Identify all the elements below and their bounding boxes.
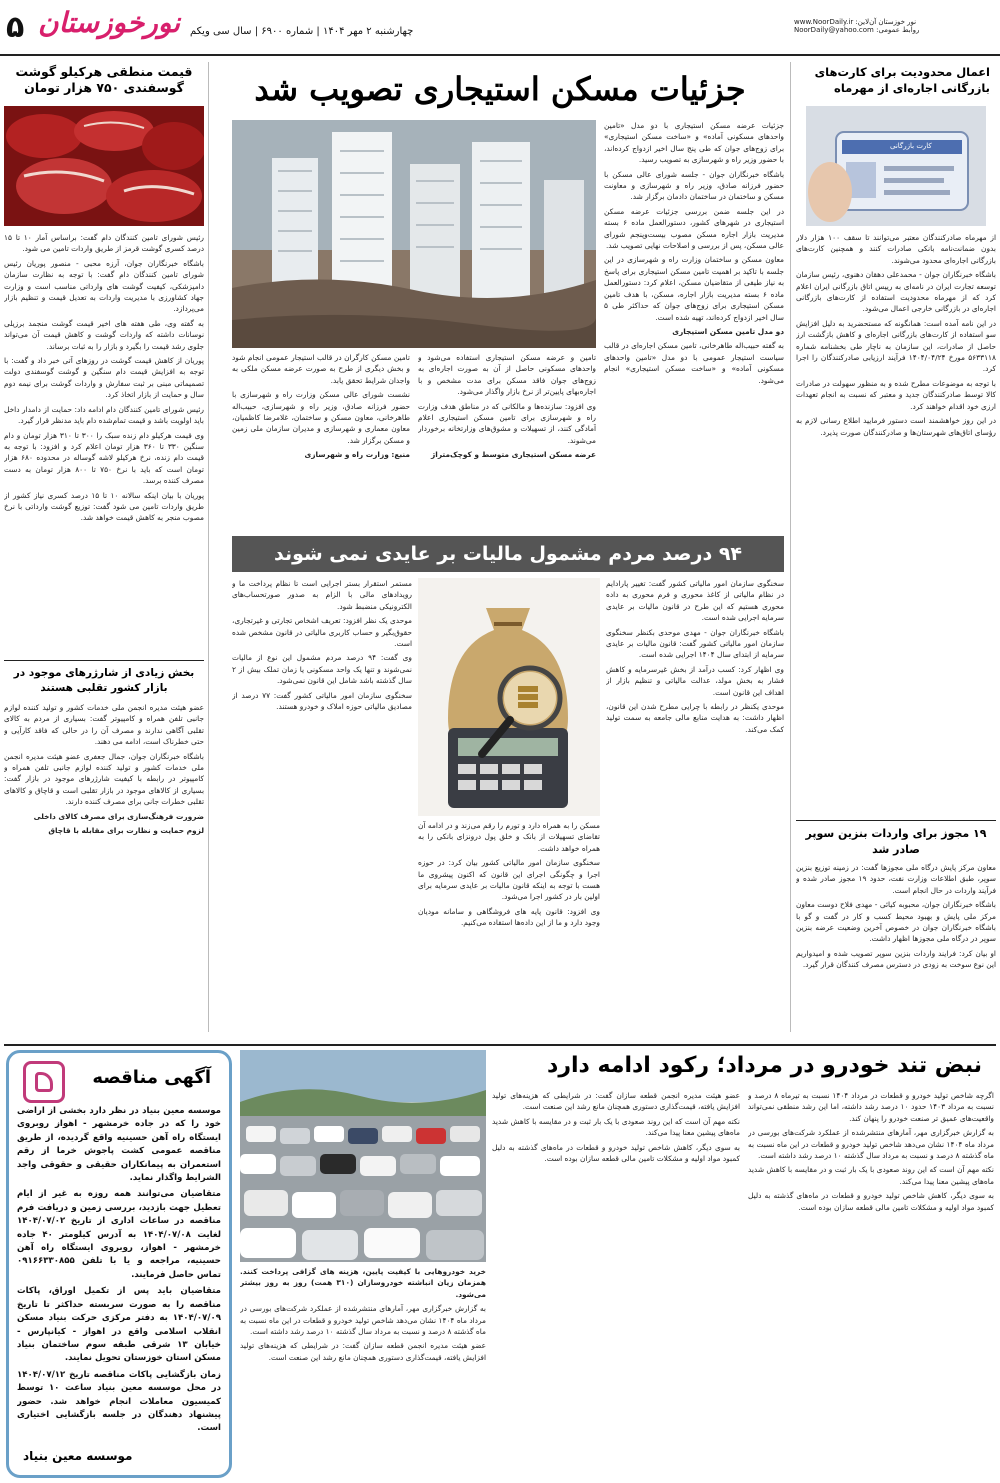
- housing-body-right: [604, 120, 784, 528]
- cards-body: [796, 232, 996, 788]
- paragraph: معاون مسکن و ساختمان وزارت راه و شهرسازی در این جلسه با تاکید بر اهمیت تامین مسکن استیجاری برای پاسخ به نیاز طیفی از متقاضیان مسکن، اعلام کرد: دستورالعمل ماده ۶ بسته مدیریت بازار اجاره، مسکن، با هدف تامین مسکن استیجاری برای زوج‌های جوان که حداکثر طی ۵ سال اخیر ازدواج کرده‌اند، تهیه شده است.: [604, 255, 784, 322]
- paragraph: زمان بازگشایی پاکات مناقصه تاریخ ۱۴۰۴/۰۷/۱۲ در محل موسسه معین بنیاد ساعت ۱۰ توسط کمیسیون معاملات انجام خواهد شد. حضور پیشنهاد دهندگان در جلسه بازگشایی اختیاری است.: [17, 1369, 221, 1434]
- tender-title: آگهی مناقصه: [92, 1067, 211, 1088]
- site-line-2[interactable]: NoorDaily@yahoo.com :روابط عمومی: [794, 26, 920, 34]
- meat-headline: قیمت منطقی هرکیلو گوشت گوسفندی ۷۵۰ هزار تومان: [15, 64, 193, 95]
- charger-headline: بخش زیادی از شارژرهای موجود در بازار کشور تقلبی هستند: [13, 667, 195, 694]
- page-number: ۵: [6, 10, 25, 45]
- divider: [4, 660, 204, 661]
- paragraph: رئیس شورای تامین کنندگان دام ادامه داد: حمایت از دامدار داخل باید اولویت باشد و قیمت تمام‌شده دام باید مدنظر قرار گیرد.: [4, 404, 204, 426]
- housing-photo: [232, 120, 596, 348]
- meat-body: [4, 232, 204, 652]
- subheading: عرضه مسکن استیجاری متوسط و کوچک‌متراژ: [431, 450, 596, 460]
- tax-body-left: [232, 578, 412, 1040]
- masthead-logo-block: [4, 6, 181, 50]
- paragraph: موحدی یکنظر در رابطه با چرایی مطرح شدن این قانون، اظهار داشت: به هدایت منابع مالی جامعه به سمت تولید کمک می‌کند.: [606, 702, 784, 734]
- tender-ad: [6, 1050, 232, 1478]
- paragraph: به سوی دیگر، کاهش شاخص تولید خودرو و قطعات در ماه‌های گذشته به دلیل کمبود مواد اولیه و مشکلات تامین مالی قطعه سازان بوده است.: [492, 1142, 740, 1164]
- paragraph: عضو هیئت مدیره انجمن ملی خدمات کشور و تولید کننده لوازم جانبی تلفن همراه و کامپیوتر گفت: بسیاری از مردم به کالای تقلبی آگاهی ندارند و مصرف آن را در حالی که فاقد کارآیی و حتی خطرناک است، ادامه می دهند.: [4, 703, 204, 747]
- paragraph: از مهرماه صادرکنندگان معتبر می‌توانند تا سقف ۱۰۰ هزار دلار بدون ضمانت‌نامه بانکی صادرات کنند و همچنین کارت‌های بازرگانی اجاره‌ای محدود می‌شوند.: [796, 233, 996, 265]
- paragraph: سخنگوی سازمان امور مالیاتی کشور گفت: تغییر پارادایم در نظام مالیاتی از کاغذ محوری و فرم محوری به داده محوری هستیم که این طرح در قانون مالیات بر عایدی سرمایه اجرایی شده است.: [606, 579, 784, 623]
- paragraph: سخنگوی سازمان امور مالیاتی کشور گفت: ۷۷ درصد از مصادیق مالیاتی حوزه املاک و خودرو هستند.: [232, 690, 412, 712]
- site-line-1[interactable]: www.NoorDaily.ir :نور خوزستان آن‌لاین: [794, 18, 917, 26]
- site-info: [794, 18, 994, 34]
- meat-photo: [4, 106, 204, 226]
- car-body-right: [748, 1090, 994, 1478]
- paragraph: موحدی یک نظر افزود: تعریف اشخاص تجارتی و غیرتجاری، حقوق‌بگیر و حساب کاربری مالیاتی در قانون مشخص شده است.: [232, 616, 412, 649]
- paragraph: وی قیمت هرکیلو دام زنده سبک را ۳۰۰ تا ۳۱۰ هزار تومان و دام سنگین ۳۳۰ تا ۳۶۰ هزار تومان اعلام کرد و افزود: با توجه به قیمت دام زنده، نرخ هرکیلو لاشه گوساله در محدوده ۶۸۰ هزار تومان است که باید با نرخ ۷۵۰ تا ۸۰۰ هزار تومان به دست مصرف کننده برسد.: [4, 430, 204, 486]
- paragraph: معاون مرکز پایش درگاه ملی مجوزها گفت: در زمینه توزیع بنزین سوپر، طبق اطلاعات وزارت نفت، حدود ۱۹ مجوز صادر شده و فرآیند واردات در حال انجام است.: [796, 863, 996, 895]
- housing-body-mid: [418, 352, 596, 530]
- card-label: کارت بازرگانی: [890, 142, 932, 150]
- paragraph: تامین مسکن کارگران در قالب استیجار عمومی انجام شود و بخش دیگری از طرح به صورت عرضه مسکن ملکی به واجدان شرایط تحقق یابد.: [232, 353, 410, 385]
- section-divider: [4, 1044, 996, 1046]
- photo-caption: خرید خودروهایی با کیفیت پایین، هزینه های گزافی پرداخت کنند. همزمان زیان انباشته خودروسازان (۳۱۰ همت) روز به روز بیشتر می‌شود.: [240, 1267, 486, 1299]
- tender-body: [17, 1105, 221, 1449]
- paragraph: به گزارش خبرگزاری مهر، آمارهای منتشرشده از عملکرد شرکت‌های بورسی در مرداد ماه ۱۴۰۴ نشان می‌دهد شاخص تولید خودرو و قطعات در این ماه نسبت به ماه گذشته ۸ درصد و نسبت به مرداد سال گذشته ۱۰ درصد رشد داشته است.: [240, 1304, 486, 1337]
- paragraph: او بیان کرد: فرایند واردات بنزین سوپر تصویب شده و امیدواریم این نوع سوخت به زودی در دسترس مصرف کنندگان قرار گیرد.: [796, 948, 996, 970]
- housing-body-left: [232, 352, 410, 530]
- paragraph: مستمر استقرار بستر اجرایی است تا نظام پرداخت ما و رویدادهای مالی با الزام به صدور صورتحساب‌های الکترونیکی منضبط شود.: [232, 579, 412, 611]
- petrol-headline: ۱۹ مجوز برای واردات بنزین سوپر صادر شد: [805, 827, 987, 856]
- brand-logo: نورخوزستان: [38, 6, 181, 39]
- paragraph: در این نامه آمده است: همانگونه که مستحضرید به دلیل افزایش سو استفاده از کارت‌های بازرگانی اجاره‌ای و کاهش بازگشت ارز حاصل از صادرات، این سازمان به ناچار طی بخشنامه شماره ۵۶۳۳۱۱۸ مورخ ۱۴۰۴/۰۴/۲۴ فرآیند ارزیابی صادرکنندگان را اجرا کرد.: [796, 318, 996, 374]
- car-headline: نبض تند خودرو در مرداد؛ رکود ادامه دارد: [547, 1053, 982, 1078]
- paragraph: باشگاه خبرنگاران جوان - جلسه شورای عالی مسکن با حضور فرزانه صادق، وزیر راه و شهرسازی و معاونت مسکن و ساختمان در ساختمان دادمان برگزار شد.: [604, 169, 784, 202]
- paragraph: باشگاه خبرنگاران جوان - محمدعلی دهقان دهنوی، رئیس سازمان توسعه تجارت ایران در نامه‌ای به رییس اتاق بازرگانی ایران اعلام کرد که از مهرماه محدودیت استفاده از کارت‌های بازرگانی اجاره‌ای در بازرگانی خارجی اعمال می‌شود.: [796, 270, 996, 314]
- paragraph: موسسه معین بنیاد در نظر دارد بخشی از اراضی خود را که در جاده خرمشهر - اهواز روبروی ایستگاه راه آهن حسینیه واقع گردیده، از طریق مناقصه عمومی کشت پاجوش خرما از رقم استعمران به پیمانکاران حقیقی و حقوقی واجد الشرایط واگذار نماید.: [17, 1106, 221, 1184]
- paragraph: سخنگوی سازمان امور مالیاتی کشور بیان کرد: در حوزه اجرا و چگونگی اجرای این قانون که اکنون پیشروی ما هست با توجه به اینکه قانون مالیات بر عایدی سرمایه برای اولین بار در کشور اجرا می‌شود.: [418, 858, 600, 902]
- paragraph: به گفته وی، طی هفته های اخیر قیمت گوشت منجمد برزیلی نوسانات داشته که واردات گوشت و کاهش قیمت آن می‌تواند جلوی رشد قیمت را بگیرد و بازار را به ثبات برساند.: [4, 318, 204, 351]
- paragraph: باشگاه خبرنگاران جوان، محبوبه کیائی - مهدی فلاح دوست معاون مرکز ملی پایش و بهبود محیط کسب و کار در گفت و گو با باشگاه خبرنگاران جوان در خصوص آخرین وضعیت عرضه بنزین سوپر در درگاه ملی مجوزها اظهار داشت.: [796, 900, 996, 944]
- paragraph: عضو هیئت مدیره انجمن قطعه سازان گفت: در شرایطی که هزینه‌های تولید افزایش یافته، قیمت‌گذاری دستوری همچنان مانع رشد این صنعت است.: [492, 1091, 740, 1112]
- paragraph: اگرچه شاخص تولید خودرو و قطعات در مرداد ۱۴۰۴ نسبت به تیرماه ۸ درصد و نسبت به مرداد ۱۴۰۳ حدود ۱۰ درصد رشد داشته، اما این رشد منطقی نمی‌تواند واقعیت‌های عمیق تر صنعت خودرو را پنهان کند.: [748, 1091, 994, 1123]
- cards-headline: اعمال محدودیت برای کارت‌های بازرگانی اجاره‌ای از مهرماه: [814, 65, 990, 95]
- subheading: دو مدل تامین مسکن استیجاری: [672, 326, 784, 336]
- cards-photo: [806, 106, 986, 226]
- paragraph: پوریان با بیان اینکه سالانه ۱۰ تا ۱۵ درصد کسری نیاز کشور از طریق واردات تامین می شود گفت: توزیع گوشت وارداتی با نرخ مصوب منجر به کاهش قیمت خواهد شد.: [4, 490, 204, 523]
- paragraph: متقاضیان باید پس از تکمیل اوراق، پاکات مناقصه را به صورت سربسته حداکثر تا تاریخ ۱۴۰۴/۰۷/۰۹ به دفتر مرکزی حرکت بنیاد مسکن انقلاب اسلامی واقع در اهواز - کیانپارس - خیابان ۱۳ شرقی طبقه سوم ساختمان بنیاد مسکن استان خوزستان تحویل نمایند.: [17, 1286, 221, 1364]
- car-photo: [240, 1050, 486, 1262]
- subheading: ضرورت فرهنگ‌سازی برای مصرف کالای داخلی: [33, 811, 204, 821]
- paragraph: پوریان از کاهش قیمت گوشت در روزهای آتی خبر داد و گفت: با توجه به افزایش قیمت دام سنگین و گوشت گوسفندی دولت تصمیماتی مبنی بر ثبت سفارش و واردات گوشت برای نیمه دوم سال و حمایت از بازار اتخاذ کرد.: [4, 356, 204, 400]
- tax-photo: [418, 578, 600, 816]
- petrol-body: [796, 862, 996, 1032]
- cards-article: [796, 62, 996, 1032]
- paragraph: مسکن را به همراه دارد و تورم را رقم می‌زند و در ادامه آن تقاضای تسهیلات از بانک و خلق پول درونزای بانکی را به همراه خواهد داشت.: [418, 821, 600, 853]
- paragraph: منبع: وزارت راه و شهرسازی: [304, 450, 410, 460]
- housing-headline: جزئیات مسکن استیجاری تصویب شد: [254, 70, 746, 108]
- paragraph: نکته مهم آن است که این روند صعودی با یک بار ثبت و در مقایسه با کاهش شدید ماه‌های پیشین معنا پیدا می‌کند.: [748, 1165, 994, 1186]
- charger-body: [4, 702, 204, 1042]
- paragraph: باشگاه خبرنگاران جوان، جمال جعفری عضو هیئت مدیره انجمن ملی خدمات کشور و تولید کننده لوازم جانبی تلفن همراه و کامپیوتر در رابطه با کیفیت شارژرهای موجود در بازار گفت: بسیاری از کالاهای موجود در بازار تقلبی است و قاچاق و کالاهای تقلبی خطرات جانی برای مصرف کننده دارند.: [4, 751, 204, 807]
- tax-body-mid: [418, 820, 600, 1040]
- car-body-mid: [492, 1090, 740, 1478]
- paragraph: رئیس شورای تامین کنندگان دام گفت: براساس آمار ۱۰ تا ۱۵ درصد کسری گوشت قرمز از طریق واردات تامین می شود.: [4, 233, 204, 254]
- paragraph: نشست شورای عالی مسکن وزارت راه و شهرسازی با حضور فرزانه صادق، وزیر راه و شهرسازی، حبیب‌اله طاهرخانی، معاون مسکن و ساختمان، غلامرضا کاظمیان، معاون معماری و شهرسازی و مدیران سازمان ملی زمین و مسکن برگزار شد.: [232, 390, 410, 445]
- paragraph: نکته مهم آن است که این روند صعودی با یک بار ثبت و در مقایسه با کاهش شدید ماه‌های پیشین معنا پیدا می‌کند.: [492, 1116, 740, 1138]
- tender-header: [17, 1059, 221, 1105]
- masthead: [0, 0, 1000, 56]
- car-caption: [240, 1266, 486, 1478]
- paragraph: تامین و عرضه مسکن استیجاری استفاده می‌شود و واحدهای مسکونی حاصل از آن به صورت اجاره‌ای به زوج‌های جوان فاقد مسکن برای مدت مشخص و با اجاره‌بهای پایین‌تر از نرخ بازار واگذار می‌شود.: [418, 353, 596, 397]
- tax-banner: [232, 536, 784, 572]
- divider: [796, 820, 996, 821]
- paragraph: وی افزود: قانون پایه های فروشگاهی و سامانه مودیان وجود دارد و ما از این داده‌ها استفاده می‌کنیم.: [418, 906, 600, 928]
- paragraph: باشگاه خبرنگاران جوان، آرزه محبی - منصور پوریان رئیس شورای تامین کنندگان دام گفت: با توجه به نظارت سازمان دامپزشکی، کیفیت گوشت های وارداتی مناسب است و وزارت جهاد کشاورزی با مدیریت واردات به تعدیل قیمت و تنظیم بازار می‌پردازد.: [4, 258, 204, 314]
- paragraph: وی گفت: ۹۴ درصد مردم مشمول این نوع از مالیات نمی‌شوند و تنها یک واحد مسکونی یا زمان تملک بیش از ۲ سال گذشته باشد شامل این قانون نمی‌شود.: [232, 653, 412, 686]
- paragraph: وی اظهار کرد: کسب درآمد از بخش غیرسرمایه و کاهش فشار به بخش مولد، عدالت مالیاتی و تنظیم بازار از اهداف این قانون است.: [606, 664, 784, 697]
- meat-article: [4, 62, 204, 1042]
- paragraph: جزئیات عرضه مسکن استیجاری با دو مدل «تامین واحدهای مسکونی آماده» و «ساخت مسکن استیجاری» برای زوج‌های جوان که طی پنج سال اخیر ازدواج کرده‌اند، با حضور وزیر راه و شهرسازی به تصویب رسید.: [604, 121, 784, 165]
- tender-logo-icon: [23, 1061, 65, 1103]
- tax-body-right: [606, 578, 784, 1040]
- paragraph: باشگاه خبرنگاران جوان - مهدی موحدی بکنظر سخنگوی سازمان امور مالیاتی کشور گفت: قانون مالیات بر عایدی سرمایه از ابتدای سال ۱۴۰۴ اجرایی شده است.: [606, 627, 784, 660]
- paragraph: با توجه به موضوعات مطرح شده و به منظور سهولت در صادرات کالا توسط صادرکنندگان جدید و معتبر که نسبت به انجام تعهدات ارزی خود اقدام خواهند کرد.: [796, 378, 996, 411]
- paragraph: عضو هیئت مدیره انجمن قطعه سازان گفت: در شرایطی که هزینه‌های تولید افزایش یافته، قیمت‌گذاری دستوری همچنان مانع رشد این صنعت است.: [240, 1341, 486, 1362]
- tender-signature: موسسه معین بنیاد: [23, 1449, 133, 1463]
- paragraph: در این جلسه ضمن بررسی جزئیات عرضه مسکن استیجاری در شهرهای کشور، دستورالعمل ماده ۶ بسته مدیریت بازار اجاره مسکن مصوب بیست‌وپنجم شورای عالی مسکن، پس از بررسی و اصلاحات نهایی تصویب شد.: [604, 206, 784, 251]
- paragraph: وی افزود: سازنده‌ها و مالکانی که در مناطق هدف وزارت راه و شهرسازی برای تامین مسکن استیجاری اعلام آمادگی کنند، از تسهیلات و مشوق‌های وزارتخانه برخوردار می‌شوند.: [418, 401, 596, 445]
- tax-headline: ۹۴ درصد مردم مشمول مالیات بر عایدی نمی شوند: [273, 543, 743, 565]
- subheading: لزوم حمایت و نظارت برای مقابله با قاچاق: [48, 826, 204, 836]
- paragraph: به سوی دیگر، کاهش شاخص تولید خودرو و قطعات در ماه‌های گذشته به دلیل کمبود مواد اولیه و مشکلات تامین مالی قطعه سازان بوده است.: [748, 1191, 994, 1212]
- paragraph: در این روز خواهشمند است دستور فرمایید اطلاع رسانی لازم به رؤسای اتاق‌های شهرستان‌ها و صادرکنندگان صورت پذیرد.: [796, 416, 996, 437]
- paragraph: به گفته حبیب‌اله طاهرخانی، تامین مسکن اجاره‌ای در قالب سیاست استیجار عمومی با دو مدل «تامین واحدهای مسکونی آماده» و «ساخت مسکن استیجاری» انجام می‌شود.: [604, 341, 784, 385]
- paragraph: متقاضیان می‌توانند همه روزه به غیر از ایام تعطیل جهت بازدید، بررسی زمین و دریافت فرم مناقصه در ساعات اداری از تاریخ ۱۴۰۴/۰۷/۰۲ لغایت ۱۴۰۴/۰۷/۰۸ به آدرس کیلومتر ۴۰ جاده خرمشهر - اهواز، روبروی ایستگاه راه آهن حسینیه، مراجعه و یا با تلفن ۰۹۱۶۶۳۳۰۸۵۵ تماس حاصل فرمایند.: [17, 1189, 221, 1280]
- column-divider: [208, 62, 209, 1032]
- issue-line: چهارشنبه ۲ مهر ۱۴۰۴ | شماره ۶۹۰۰ | سال سی ویکم: [190, 26, 414, 37]
- column-divider: [790, 62, 791, 1032]
- paragraph: به گزارش خبرگزاری مهر، آمارهای منتشرشده از عملکرد شرکت‌های بورسی در مرداد ماه ۱۴۰۴ نشان می‌دهد شاخص تولید خودرو و قطعات در این ماه نسبت به ماه گذشته ۸ درصد و نسبت به مرداد سال گذشته ۱۰ درصد رشد داشته است.: [748, 1128, 994, 1161]
